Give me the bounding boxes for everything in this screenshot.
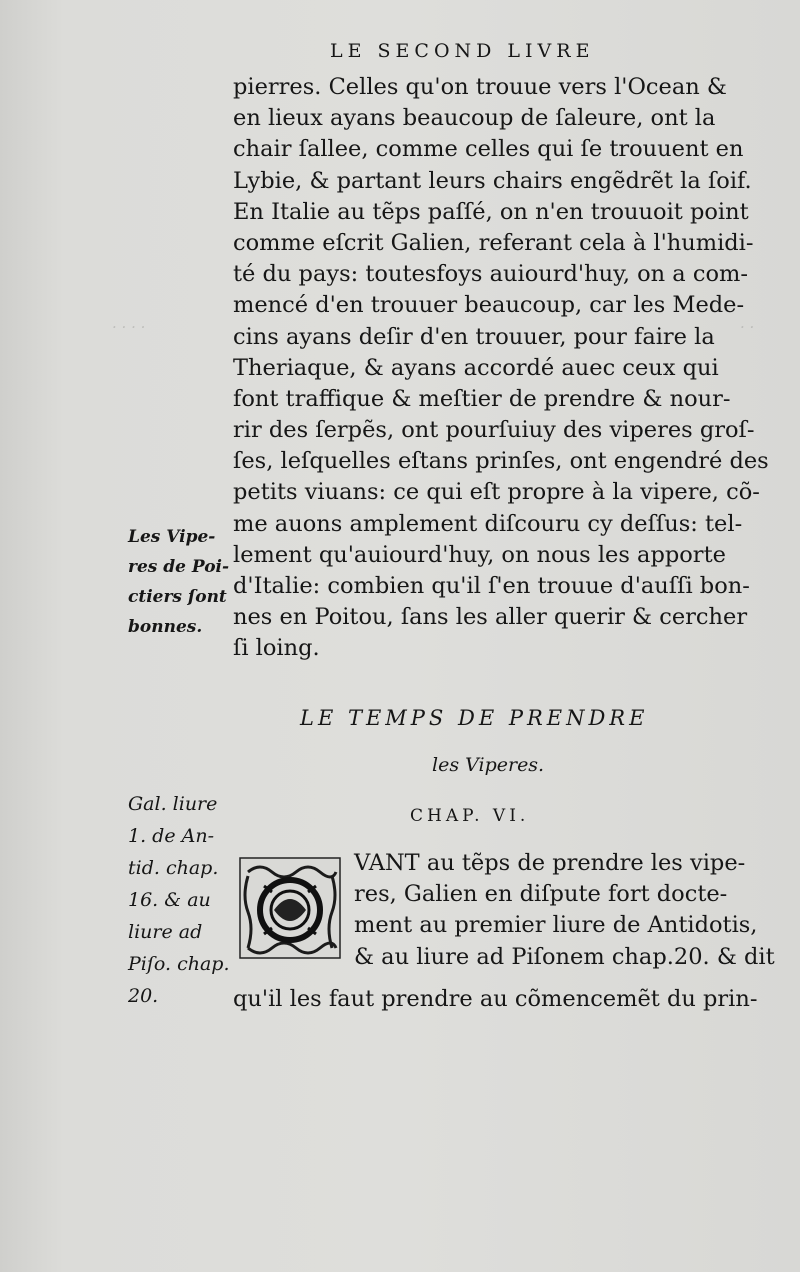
text-line: qu'il les faut prendre au cõmencemẽt du prin- xyxy=(233,986,758,1012)
margin-note-line: Gal. liure xyxy=(128,793,218,815)
text-line: nes en Poitou, ſans les aller querir & cercher xyxy=(233,604,748,631)
margin-note-line: Les Vipe- xyxy=(128,527,216,547)
bleed-through-text: · · xyxy=(740,318,755,336)
margin-note-line: 16. & au xyxy=(128,889,211,911)
chapter-title: LE TEMPS DE PRENDRE xyxy=(300,706,649,730)
text-line: ſes, leſquelles eſtans prinſes, ont engendré des xyxy=(233,448,769,475)
text-line: petits viuans: ce qui eſt propre à la vipere, cõ- xyxy=(233,479,760,506)
text-line: me auons amplement diſcouru cy deſſus: tel- xyxy=(233,510,743,537)
text-line: lement qu'auiourd'huy, on nous les apporte xyxy=(233,541,726,568)
text-line: Theriaque, & ayans accordé auec ceux qui xyxy=(233,354,719,381)
margin-note-line: tid. chap. xyxy=(128,857,219,879)
chapter-text-indented xyxy=(354,848,775,973)
margin-note-galen-reference xyxy=(128,788,232,1012)
chapter-subtitle: les Viperes. xyxy=(432,754,545,776)
text-line: d'Italie: combien qu'il ſ'en trouue d'auſſi bon- xyxy=(233,573,750,599)
margin-note-line: 20. xyxy=(128,985,159,1007)
margin-note-vipers-poitiers xyxy=(128,522,232,642)
text-line: pierres. Celles qu'on trouue vers l'Ocean & xyxy=(233,74,727,100)
text-line: font traffique & meſtier de prendre & nour- xyxy=(233,385,731,412)
text-line: en lieux ayans beaucoup de ſaleure, ont la xyxy=(233,105,716,132)
text-line: ſi loing. xyxy=(233,635,320,662)
top-paragraph xyxy=(233,72,769,665)
running-header: LE SECOND LIVRE xyxy=(330,40,595,62)
margin-note-line: res de Poi- xyxy=(128,557,230,577)
text-line: En Italie au tẽps paſſé, on n'en trouuoit point xyxy=(233,198,749,225)
margin-note-line: liure ad xyxy=(128,921,203,943)
text-line: té du pays: toutesfoys auiourd'huy, on a com- xyxy=(233,261,748,288)
margin-note-line: 1. de An- xyxy=(128,825,214,847)
bleed-through-text: · · · · xyxy=(112,318,146,336)
text-line: cins ayans deſir d'en trouuer, pour faire la xyxy=(233,323,715,350)
decorated-initial-A-icon xyxy=(234,852,346,964)
text-line: ment au premier liure de Antidotis, xyxy=(354,912,758,939)
margin-note-line: bonnes. xyxy=(128,617,203,637)
margin-note-line: ctiers ſont xyxy=(128,587,227,607)
chapter-text-full xyxy=(233,984,758,1015)
margin-note-line: Piſo. chap. xyxy=(128,953,230,975)
text-line: chair ſallee, comme celles qui ſe trouuent en xyxy=(233,136,744,163)
text-line: rir des ſerpẽs, ont pourſuiuy des viperes groſ- xyxy=(233,417,755,444)
text-line: res, Galien en diſpute fort docte- xyxy=(354,881,728,908)
text-line: VANT au tẽps de prendre les vipe- xyxy=(354,850,746,876)
text-line: & au liure ad Piſonem chap.20. & dit xyxy=(354,943,775,970)
text-line: comme eſcrit Galien, referant cela à l'humidi- xyxy=(233,229,754,256)
text-line: mencé d'en trouuer beaucoup, car les Mede- xyxy=(233,292,745,319)
text-line: Lybie, & partant leurs chairs engẽdrẽt la ſoif. xyxy=(233,167,752,194)
chapter-number: CHAP. VI. xyxy=(410,806,530,826)
